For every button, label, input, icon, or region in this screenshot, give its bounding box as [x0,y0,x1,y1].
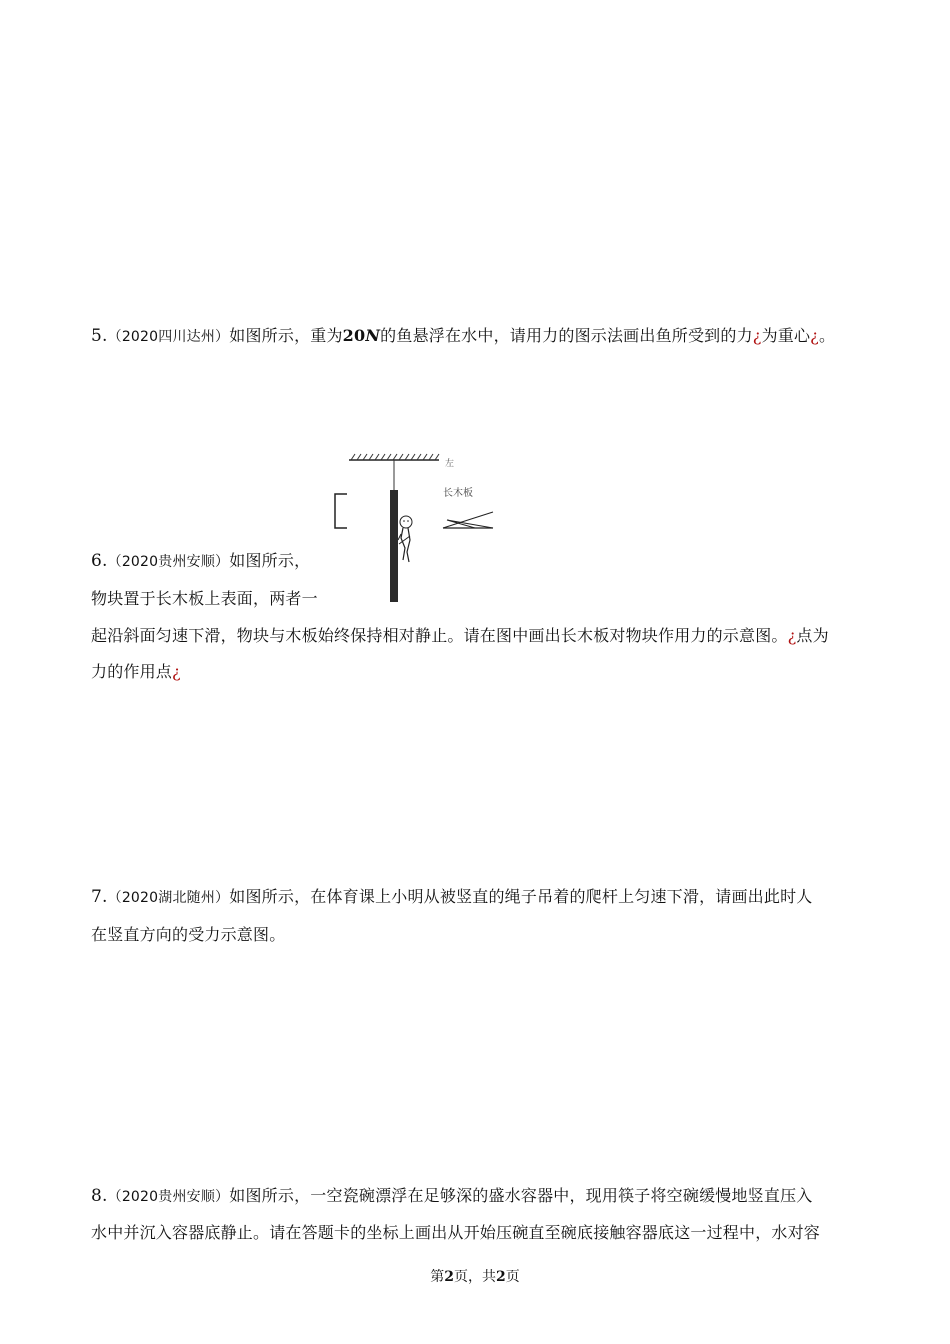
footer-text: 第 [430,1269,445,1285]
question-text: 起沿斜面匀速下滑，物块与木板始终保持相对静止。请在图中画出长木板对物块作用力的示意图。 [91,626,788,645]
question-number: 5. [91,326,108,346]
page-footer [0,1268,950,1286]
question-text: 如图所示，在体育课上小明从被竖直的绳子吊着的爬杆上匀速下滑，请画出此时人 [229,887,813,906]
question-source: （2020贵州安顺） [107,1189,230,1205]
question-number: 6. [91,551,108,571]
question-text: 如图所示，一空瓷碗漂浮在足够深的盛水容器中，现用筷子将空碗缓慢地竖直压入 [229,1186,813,1205]
question-7-line-2: 在竖直方向的受力示意图。 [91,925,286,944]
footer-text: 页 [505,1269,520,1285]
question-text: 。 [818,326,836,345]
question-6-line-2: 物块置于长木板上表面，两者一 [91,589,318,608]
footer-text: 页，共 [454,1269,496,1285]
question-8 [91,1186,812,1207]
question-number: 7. [91,887,108,907]
missing-glyph: ¿ [810,326,819,345]
figure-drawing [325,448,500,608]
question-text: 点为 [796,626,829,645]
question-source: （2020四川达州） [107,329,230,345]
question-text: 力的作用点 [91,662,173,681]
missing-glyph: ¿ [752,326,762,345]
question-source: （2020贵州安顺） [107,554,230,570]
question-text: 为重心 [761,326,811,345]
weight-unit: N [365,326,381,345]
question-5 [91,326,835,347]
question-text: 如图所示，重为 [229,326,343,345]
question-8-line-2: 水中并沉入容器底静止。请在答题卡的坐标上画出从开始压碗直至碗底接触容器底这一过程中，水对容 [91,1223,821,1242]
figure-label-top: 左 [445,459,455,469]
question-6-line-4 [91,662,181,682]
weight-value: 20 [342,326,366,345]
missing-glyph: ¿ [172,662,181,681]
question-text: 的鱼悬浮在水中，请用力的图示法画出鱼所受到的力 [380,326,753,345]
figure-label-board: 长木板 [443,488,473,499]
question-6 [91,551,310,572]
missing-glyph: ¿ [787,626,797,645]
page-total: 2 [496,1269,506,1285]
question-text: 如图所示， [229,551,311,570]
question-7 [91,887,812,908]
question-number: 8. [91,1186,108,1206]
climbing-pole-figure [325,448,500,608]
question-6-line-3 [91,626,829,646]
question-source: （2020湖北随州） [107,890,230,906]
page-number: 2 [444,1269,454,1285]
